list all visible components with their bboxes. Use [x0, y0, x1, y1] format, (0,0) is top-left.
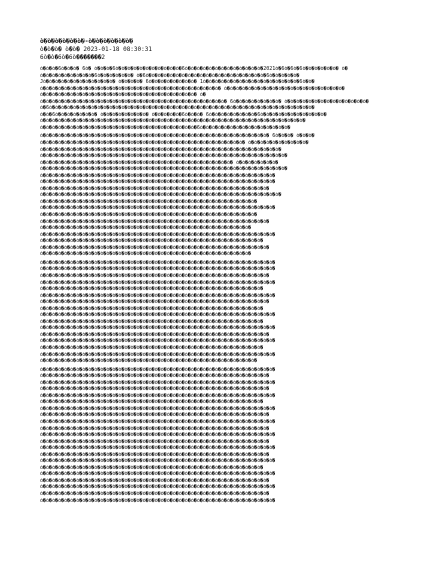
text-line: ò�6ò�ò�ò�ò�ò�ò�ò�ò�ò�ò�ò�ò�ò�ò�ò�ò�ò�ò�ò�ò�ò�ò�ò�ò�ò�ò�ò�ò�ò�ò�ò�ò�ò�ò�ò�ò�ò�ò�ò�ò�ò�ò�ò�ò�	[40, 105, 315, 112]
text-line: ò�ò�ò�ò�ò�ò�ò�ò�ò�ò�ò�ò�ò�ò�ò�ò�ò�ò�ò�ò�ò�ò�ò�ò�ò�ò�ò�ò�ò�ò�ò�ò�ò�ò�ò�ò�ò�ò�ò�	[40, 312, 276, 319]
text-line: ò�ò�ò�ò�ò�ò�ò�ò�ò�ò�ò�ò�ò�ò�ò�ò�ò�ò�ò�ò�ò�ò�ò�ò�ò�ò�ò�ò�ò�ò�ò�ò�ò�ò�ò�ò�ò�ò�ò�	[40, 418, 276, 425]
text-line: ò�ò�ò�ò�ò�ò�ò�ò�ò�ò�ò�ò�ò�ò�ò�ò�ò�ò�ò�ò�ò�ò�ò�ò�ò�ò�ò�ò�ò�ò�ò�ò�ò�ò�ò�ò�ò�ò�	[40, 477, 270, 484]
text-line: ò�ò�ò�ò�ò�ò�ò�ò�ò�ò�ò�ò�ò�ò�ò�ò�ò�ò�ò�ò�ò�ò�ò�ò�ò�ò�ò�ò�ò�ò�ò�ò�ò�ò�ò�ò�ò�ò�ò�	[40, 292, 276, 299]
text-line: ò�ò�ò�ò�ò�ò�ò�ò�ò�ò�ò�ò�ò�ò�ò�ò�ò�ò�ò�ò�ò�ò�ò�ò�ò�ò�ò�ò�ò�ò�ò�ò�ò�ò�ò�ò�ò�ò�ò�	[40, 259, 276, 266]
text-line: ò�ò�ò�ò�ò�ò�ò�ò�ò�ò�ò�ò�ò�ò�ò�ò�ò�ò�ò�ò�ò�ò�ò�ò�ò�ò�ò�ò�ò�ò�ò�ò�ò�ò�ò�ò�ò�ò�	[40, 185, 270, 192]
text-line: ò�ò�ò�ò�ò�ò�ò�ò�ò�ò�ò�ò�ò�ò�ò�ò�ò�ò�ò�ò�ò�ò�ò�ò�ò�ò�ò�ò�ò�ò�ò�ò�ò�ò�ò�ò�ò�ò�ò�	[40, 471, 276, 478]
text-line: ò�ò�ò�ò�ò�ò�ò�ò�ò�ò�ò�ò�ò�ò�ò�ò�ò�ò�ò�ò�ò�ò�ò�ò�ò�ò�ò�ò�ò�ò�ò�ò�ò�ò�ò�ò�ò�	[40, 286, 264, 293]
text-line: ò�ò�ò�ò�ò�ò�ò�ò�ò�ò�ò�ò�ò�ò�ò�ò�ò�ò�ò�ò�ò�ò�ò�ò�ò�ò�ò�ò�ò�ò�ò�ò�ò�ò�ò�ò�ò�	[40, 238, 264, 245]
text-line: ò�ò�ò�ò�ò�ò�ò�ò�ò�ò�ò�ò�ò�ò�ò�ò�ò�ò�ò�ò�ò�ò�ò�ò�ò�ò�ò�ò�ò�ò�ò�ò�ò�ò�ò�ò�	[40, 358, 258, 365]
text-line: ò�ò�ò�ò�ò�ò�ò�ò�ò�ò�ò�ò�ò�ò�ò�ò�ò�ò�ò�ò�ò�ò�ò�ò�ò�ò�ò�ò�ò�ò�ò�ò�ò�ò� ò�ò�ò�ò�ò�ò�ò�ò�ò�ò�	[40, 140, 309, 147]
text-line: ò�ò�ò�ò�ò�ò�ò�ò�ò�ò�ò�ò�ò�ò�ò�ò�ò�ò�ò�ò�ò�ò�ò�ò�ò�ò�ò�ò�ò�ò�ò�ò�ò�ò�ò�ò�ò�ò�ò�	[40, 279, 276, 286]
text-line: ò�ò�ò�ò�ò�ò�ò�ò�ò�ò�ò�ò�ò�ò�ò�ò�ò�ò�ò�ò�ò�ò�ò�ò�ò�ò�ò�ò�ò�ò�ò�ò�ò�ò�ò�ò�ò�ò�	[40, 412, 270, 419]
text-line: ò�ò�ò�ò�ò�ò�ò�ò�ò�ò�ò�ò�ò�ò�ò�ò�ò�ò�ò�ò�ò�ò�ò�ò�ò�ò�6ò�ò�ò�ò�ò�ò�ò�ò�ò�ò�ò�ò�ò�ò�ò�	[40, 124, 291, 131]
text-line: ò�ò�ò�ò�ò�ò�ò�ò�ò�ò�ò�ò�ò�ò�ò�ò�ò�ò�ò�ò�ò�ò�ò�ò�ò�ò�ò�ò�ò�ò�ò�ò�ò�ò�ò�ò�ò�ò�ò�	[40, 445, 276, 452]
text-line: ò�ò�ò�ò�ò�ò�ò�ò�ò�ò�ò�ò�ò�ò�ò�ò�ò�ò�ò�ò�ò�ò�ò�ò�ò�ò�ò�ò�ò�ò�ò�ò�ò�ò�ò�ò�ò�ò�	[40, 244, 270, 251]
text-line: ò�ò�ò�ò�ò�ò�ò�ò�ò�ò�ò�ò�ò�ò�ò�ò�ò�ò�ò�ò�ò�ò�ò�ò�ò�ò�ò�ò�ò�ò�ò�ò�ò�ò�ò�ò�ò�ò�ò�ò�	[40, 192, 282, 199]
text-line: ò�ò�ò�ò�ò�ò�ò�ò�ò�ò�ò�ò�ò�ò�ò�ò�ò�ò�ò�ò�ò�ò�ò�ò�ò�ò�ò�ò�ò�ò�ò�ò�ò�ò�ò�ò�	[40, 212, 258, 219]
text-line: ò�ò�ò�ò�ò�ò�ò�ò�ò�ò�ò�ò�ò�ò�ò�ò�ò�ò�ò�ò�ò�ò�ò�ò�ò�ò�ò�ò�ò�ò�ò�ò�ò�ò�ò�ò�ò�ò�	[40, 299, 270, 306]
text-line: ò�ò�ò�ò�ò�ò�ò�ò�ò�ò�ò�ò�ò�ò�ò�ò�ò�ò�ò�ò�ò�ò�ò�ò�ò�ò�ò�ò�ò�ò�ò�ò�ò�ò�ò�ò�ò�ò�ò�	[40, 366, 276, 373]
document-body	[40, 66, 408, 504]
text-line: ò�ò�ò�ò�ò�ò�ò�ò�ò�ò�ò�ò�ò�ò�ò�ò�ò�ò�ò�ò�ò�ò�ò�ò�ò�ò�ò�ò�ò�ò�ò�ò�ò�ò�ò�ò�ò�ò�ò�ò�	[40, 146, 282, 153]
text-line: ò�ò�6ò�ò�ò�ò�ò�ò�ò� ò�ò�ò�ò�ò�ò�ò�ò� ò�ò�ò�ò�ò�6ò�ò�ò� 6ò�ò�ò�ò�ò�ò�ò�ò�6ò�ò�ò�ò�ò�ò�ò�ò�ò�ò�ò�	[40, 111, 327, 118]
text-line: ò�ò�ò�ò�ò�ò�ò�ò�ò�ò�ò�ò�ò�ò�ò�ò�ò�ò�ò�ò�ò�ò�ò�ò�ò�ò�ò�ò�ò�ò�ò�ò�ò�ò�ò�ò�ò�ò�ò�	[40, 497, 276, 504]
text-line: ò�ò�ò�ò�ò�ò�ò�ò�ò�ò�ò�ò�ò�ò�ò�ò�ò�ò�ò�ò�ò�ò�ò�ò�ò�ò�ò�ò�ò�ò�ò�ò�ò�ò�ò�ò�ò�ò�ò�	[40, 405, 276, 412]
text-line: ò�ò�ò�ò�ò�ò�ò�ò�ò�ò�ò�ò�ò�ò�ò�ò�ò�ò�ò�ò�ò�ò�ò�ò�ò�ò�ò�ò�ò�ò�ò�ò�ò�ò�ò�ò�ò�ò�ò�	[40, 172, 276, 179]
text-line: ò�ò�ò�ò�ò�ò�ò�ò�ò�ò�ò�ò�ò�ò�ò�ò�ò�ò�ò�ò�ò�ò�ò�ò�ò�ò�ò�ò�ò�ò�ò�ò�ò�ò�ò�ò�ò�ò�	[40, 272, 270, 279]
text-line: ò�ò�ò�ò�ò�ò�ò�ò�ò�ò�ò�ò�ò�ò�ò�ò�ò�ò�ò�ò�ò�ò�ò�ò�ò�ò�ò�ò�ò�ò�ò�ò�ò�ò�ò�ò�ò�ò�ò�	[40, 338, 276, 345]
text-line: ò�ò�ò�ò�ò�ò�ò�ò�ò�ò�ò�ò�ò�ò�ò�ò�ò�ò�ò�ò�ò�ò�ò�ò�ò�ò�ò�ò�ò�ò�ò�ò�ò�ò�ò�ò�	[40, 198, 258, 205]
text-line: ò�ò�ò�ò�ò�ò�ò�ò�ò�ò�ò�ò�ò�ò�ò�ò�ò�ò�ò�ò�ò�ò�ò�ò�ò�ò�ò�ò�ò�ò�ò�ò�ò�ò�ò�ò�ò�ò�ò�	[40, 266, 276, 273]
text-line: ò�ò�ò�6ò�ò�ò� 6ò� ò�ò�ò�6ò�ò�ò�ò�ò�ò�ò�ò�ò�ò�ò�6ò�ò�ò�ò�ò�ò�ò�ò�ò�ò�ò�ò�ò�2021ò�6ò�6ò�6ò�ò�ò�ò�ò�ò� ò�	[40, 66, 348, 72]
document-date: ò�ò�ò� ò�ò� 2023-01-18 08:30:31	[40, 46, 152, 53]
text-line: ò�ò�ò�ò�ò�ò�ò�ò�ò�ò�ò�ò�ò�ò�ò�ò�ò�ò�ò�ò�ò�ò�ò�ò�ò�ò�ò�ò�ò�ò�ò�ò�ò�ò�ò�ò�ò�ò�	[40, 451, 270, 458]
text-line: ò�ò�ò�ò�ò�ò�ò�ò�ò�ò�ò�ò�ò�ò�ò�ò�ò�ò�ò�ò�ò�ò�ò�ò�ò�ò�ò�ò�ò�ò�ò�ò�ò�ò�ò�ò�ò�ò�ò�	[40, 379, 276, 386]
text-line: ò�ò�ò�ò�ò�ò�ò�ò�ò�ò�ò�ò�ò�ò�ò�ò�ò�ò�ò�ò�ò�ò�ò�ò�ò�ò�ò�ò�ò�ò�ò�ò�ò�ò�ò�ò�ò�ò�ò�	[40, 392, 276, 399]
text-line: ò�ò�ò�ò�ò�ò�ò�ò�ò�ò�ò�ò�ò�ò�ò�ò�ò�ò�ò�ò�ò�ò�ò�ò�ò�ò�ò�ò�ò�ò�ò�ò�ò�ò�ò�ò�ò�	[40, 464, 264, 471]
text-line: ò�ò�ò�ò�ò�ò�ò�ò�ò�ò�ò�ò�ò�ò�ò�ò�ò�ò�ò�ò�ò�ò�ò�ò�ò�ò�ò�ò�ò�ò�ò�ò�ò�ò�ò�ò�ò�ò�	[40, 425, 270, 432]
document-reference: 6ò�ò�6ò�6ò�������2	[40, 54, 106, 61]
text-line: ò�ò�ò�ò�ò�ò�ò�ò�ò�ò�ò�ò�ò�ò�ò�ò�ò�ò�ò�ò�ò�ò�ò�ò�ò�ò�ò�ò�ò�ò�ò�ò�ò�ò�ò�	[40, 225, 252, 232]
text-line: ò�ò�ò�ò�ò�ò�ò�ò�ò�ò�ò�ò�ò�ò�ò�ò�ò�ò�ò�ò�ò�ò�ò�ò�ò�ò�ò�ò�ò�ò�ò�ò�ò�ò�ò�ò�ò�ò�	[40, 491, 270, 497]
text-line: ò�ò�ò�ò�ò�ò�ò�ò�ò�ò�ò�ò�ò�ò�ò�ò�ò�ò�ò�ò�ò�ò�ò�ò�ò�ò�ò�ò�ò�ò�ò�ò�ò�ò�ò�ò�ò�ò�ò�ò�ò�ò�ò�ò�	[40, 118, 306, 125]
text-line: ò�ò�ò�ò�ò�ò�ò�ò�ò�ò�ò�ò�ò�ò�ò�ò�ò�ò�ò�ò�ò�ò�ò�ò�ò�ò�ò�ò�ò�ò�ò�ò�ò�ò�ò�ò�ò�	[40, 344, 264, 351]
text-line: ò�ò�ò�ò�ò�ò�ò�ò�ò�ò�ò�ò�ò�ò�ò�ò�ò�ò�ò�ò�ò�ò�ò�ò�ò�ò�ò�ò�ò�ò�ò�ò�ò�ò�ò�ò�ò�	[40, 399, 264, 406]
text-line: ò�ò�ò�ò�ò�ò�ò�ò�ò�ò�ò�ò�ò�ò�ò�ò�ò�ò�ò�ò�ò�ò�ò�ò�ò�ò�ò�ò�ò�ò�ò�ò�ò�ò�ò�ò�ò�ò� 6ò�ò�ò� ò�ò�ò�	[40, 133, 315, 140]
document-title: ò�ò�ò�ò�ò�ò�-ò�ò�ò�ò�ò�ò�	[40, 38, 134, 45]
text-line: ò�ò�ò�ò�ò�ò�ò�ò�ò�ò�ò�ò�ò�ò�ò�ò�ò�ò�ò�ò�ò�ò�ò�ò�ò�ò�ò�ò�ò�ò�ò� 6ò�ò�ò�ò�ò�ò�ò�ò� ò�ò�ò�ò�ò�ò�ò�ò�ò�ò�ò�ò�ò�ò�	[40, 98, 369, 105]
text-line: ò�ò�ò�ò�ò�ò�ò�ò�ò�6ò�ò�ò�ò�ò�ò� ò�6ò�ò�ò�ò�ò�ò�ò�ò�ò�ò�ò�ò�ò�ò�ò�ò�ò�ò�ò�ò�6ò�ò�ò�ò�ò�	[40, 72, 300, 79]
text-line: ò�ò�ò�ò�ò�ò�ò�ò�ò�ò�ò�ò�ò�ò�ò�ò�ò�ò�ò�ò�ò�ò�ò�ò�ò�ò�ò�ò�ò�ò�ò�ò�ò�ò�ò�ò�ò�ò�	[40, 218, 270, 225]
text-line: ò�ò�ò�ò�ò�ò�ò�ò�ò�ò�ò�ò�ò�ò�ò�ò�ò�ò�ò�ò�ò�ò�ò�ò�ò�ò�ò�ò�ò�ò�ò�ò�ò�ò�ò�ò�ò�ò�ò�	[40, 179, 276, 186]
text-line: ò�ò�ò�ò�ò�ò�ò�ò�ò�ò�ò�ò�ò�ò�ò�ò�ò�ò�ò�ò�ò�ò�ò�ò�ò�ò�ò�ò�ò�ò�ò�ò�ò�ò�ò�ò�ò�ò�ò�	[40, 458, 276, 465]
text-line: ò�ò�ò�ò�ò�ò�ò�ò�ò�ò�ò�ò�ò�ò�ò�ò�ò�ò�ò�ò�ò�ò�ò�ò�ò�ò�ò�ò�ò�ò�ò�ò�ò�ò�ò�ò�ò�ò�ò�	[40, 205, 276, 212]
text-line: ò�ò�ò�ò�ò�ò�ò�ò�ò�ò�ò�ò�ò�ò�ò�ò�ò�ò�ò�ò�ò�ò�ò�ò�ò�ò� ò�	[40, 92, 206, 99]
text-line: ò�ò�ò�ò�ò�ò�ò�ò�ò�ò�ò�ò�ò�ò�ò�ò�ò�ò�ò�ò�ò�ò�ò�ò�ò�ò�ò�ò�ò�ò�ò�ò�ò�ò�ò�ò�ò�ò�ò�	[40, 484, 276, 491]
text-line: ò�ò�ò�ò�ò�ò�ò�ò�ò�ò�ò�ò�ò�ò�ò�ò�ò�ò�ò�ò�ò�ò�ò�ò�ò�ò�ò�ò�ò�ò� ò�ò�ò�ò�ò�ò�ò�ò�ò�ò�ò�ò�ò�ò�ò�ò�ò�ò�ò�ò�	[40, 85, 345, 92]
text-line: ò�ò�ò�ò�ò�ò�ò�ò�ò�ò�ò�ò�ò�ò�ò�ò�ò�ò�ò�ò�ò�ò�ò�ò�ò�ò�ò�ò�ò�ò�ò�ò�ò�ò�ò�ò�ò�ò�	[40, 373, 270, 380]
text-line: ò�ò�ò�ò�ò�ò�ò�ò�ò�ò�ò�ò�ò�ò�ò�ò�ò�ò�ò�ò�ò�ò�ò�ò�ò�ò�ò�ò�ò�ò�ò�ò�ò�ò�ò�ò�ò�ò�ò�ò�ò�	[40, 153, 288, 160]
text-line: ò�ò�ò�ò�ò�ò�ò�ò�ò�ò�ò�ò�ò�ò�ò�ò�ò�ò�ò�ò�ò�ò�ò�ò�ò�ò�ò�ò�ò�ò�ò�ò�ò�ò�ò�ò�ò�ò�ò�	[40, 351, 276, 358]
text-line: ò�ò�ò�ò�ò�ò�ò�ò�ò�ò�ò�ò�ò�ò�ò�ò�ò�ò�ò�ò�ò�ò�ò�ò�ò�ò�ò�ò�ò�ò�ò�ò�ò�ò�ò�	[40, 251, 252, 258]
text-line: ò�ò�ò�ò�ò�ò�ò�ò�ò�ò�ò�ò�ò�ò�ò�ò�ò�ò�ò�ò�ò�ò�ò�ò�ò�ò�ò�ò�ò�ò�ò�ò�ò�ò�ò�ò�ò�	[40, 305, 264, 312]
text-line: ò�ò�ò�ò�ò�ò�ò�ò�ò�ò�ò�ò�ò�ò�ò�ò�ò�ò�ò�ò�ò�ò�ò�ò�ò�ò�ò�ò�ò�ò�ò�ò�ò�ò�ò�ò�ò�ò�	[40, 386, 270, 393]
text-line: ò�ò�ò�ò�ò�ò�ò�ò�ò�ò�ò�ò�ò�ò�ò�ò�ò�ò�ò�ò�ò�ò�ò�ò�ò�ò�ò�ò�ò�ò�ò�ò�ò�ò�ò�ò�ò�ò�	[40, 331, 270, 338]
text-line: ò�ò�ò�ò�ò�ò�ò�ò�ò�ò�ò�ò�ò�ò�ò�ò�ò�ò�ò�ò�ò�ò�ò�ò�ò�ò�ò�ò�ò�ò�ò�ò�ò�ò�ò�ò�ò�ò�ò�	[40, 432, 276, 439]
text-line: ò�ò�ò�ò�ò�ò�ò�ò�ò�ò�ò�ò�ò�ò�ò�ò�ò�ò�ò�ò�ò�ò�ò�ò�ò�ò�ò�ò�ò�ò�ò�ò�ò�ò�ò�ò�ò�ò�ò�	[40, 231, 276, 238]
text-line: ò�ò�ò�ò�ò�ò�ò�ò�ò�ò�ò�ò�ò�ò�ò�ò�ò�ò�ò�ò�ò�ò�ò�ò�ò�ò�ò�ò�ò�ò�ò�ò�ò�ò�ò�ò�ò�ò�ò�	[40, 325, 276, 332]
text-line: ò�ò�ò�ò�ò�ò�ò�ò�ò�ò�ò�ò�ò�ò�ò�ò�ò�ò�ò�ò�ò�ò�ò�ò�ò�ò�ò�ò�ò�ò�ò�ò� ò�ò�ò�ò�ò�ò�ò�	[40, 159, 279, 166]
text-line: ò�ò�ò�ò�ò�ò�ò�ò�ò�ò�ò�ò�ò�ò�ò�ò�ò�ò�ò�ò�ò�ò�ò�ò�ò�ò�ò�ò�ò�ò�ò�ò�ò�ò�ò�ò�ò�ò�ò�ò�ò�	[40, 166, 288, 173]
text-line: ò�ò�ò�ò�ò�ò�ò�ò�ò�ò�ò�ò�ò�ò�ò�ò�ò�ò�ò�ò�ò�ò�ò�ò�ò�ò�ò�ò�ò�ò�ò�ò�ò�ò�ò�ò�ò�	[40, 318, 264, 325]
text-line: Jò�ò�ò�ò�ò�ò�ò�ò�ò�ò�ò�ò� ò�ò�ò�ò� 6ò�ò�ò�ò�ò�ò�ò�ò� 1ò�ò�ò�ò�ò�ò�ò�ò�ò�ò�ò�ò�ò�ò�ò�ò�6ò�ò�	[40, 79, 315, 86]
text-line: ò�ò�ò�ò�ò�ò�ò�ò�ò�ò�ò�ò�ò�ò�ò�ò�ò�ò�ò�ò�ò�ò�ò�ò�ò�ò�ò�ò�ò�ò�ò�ò�ò�ò�ò�ò�ò�ò�	[40, 438, 270, 445]
document-page	[40, 38, 408, 504]
